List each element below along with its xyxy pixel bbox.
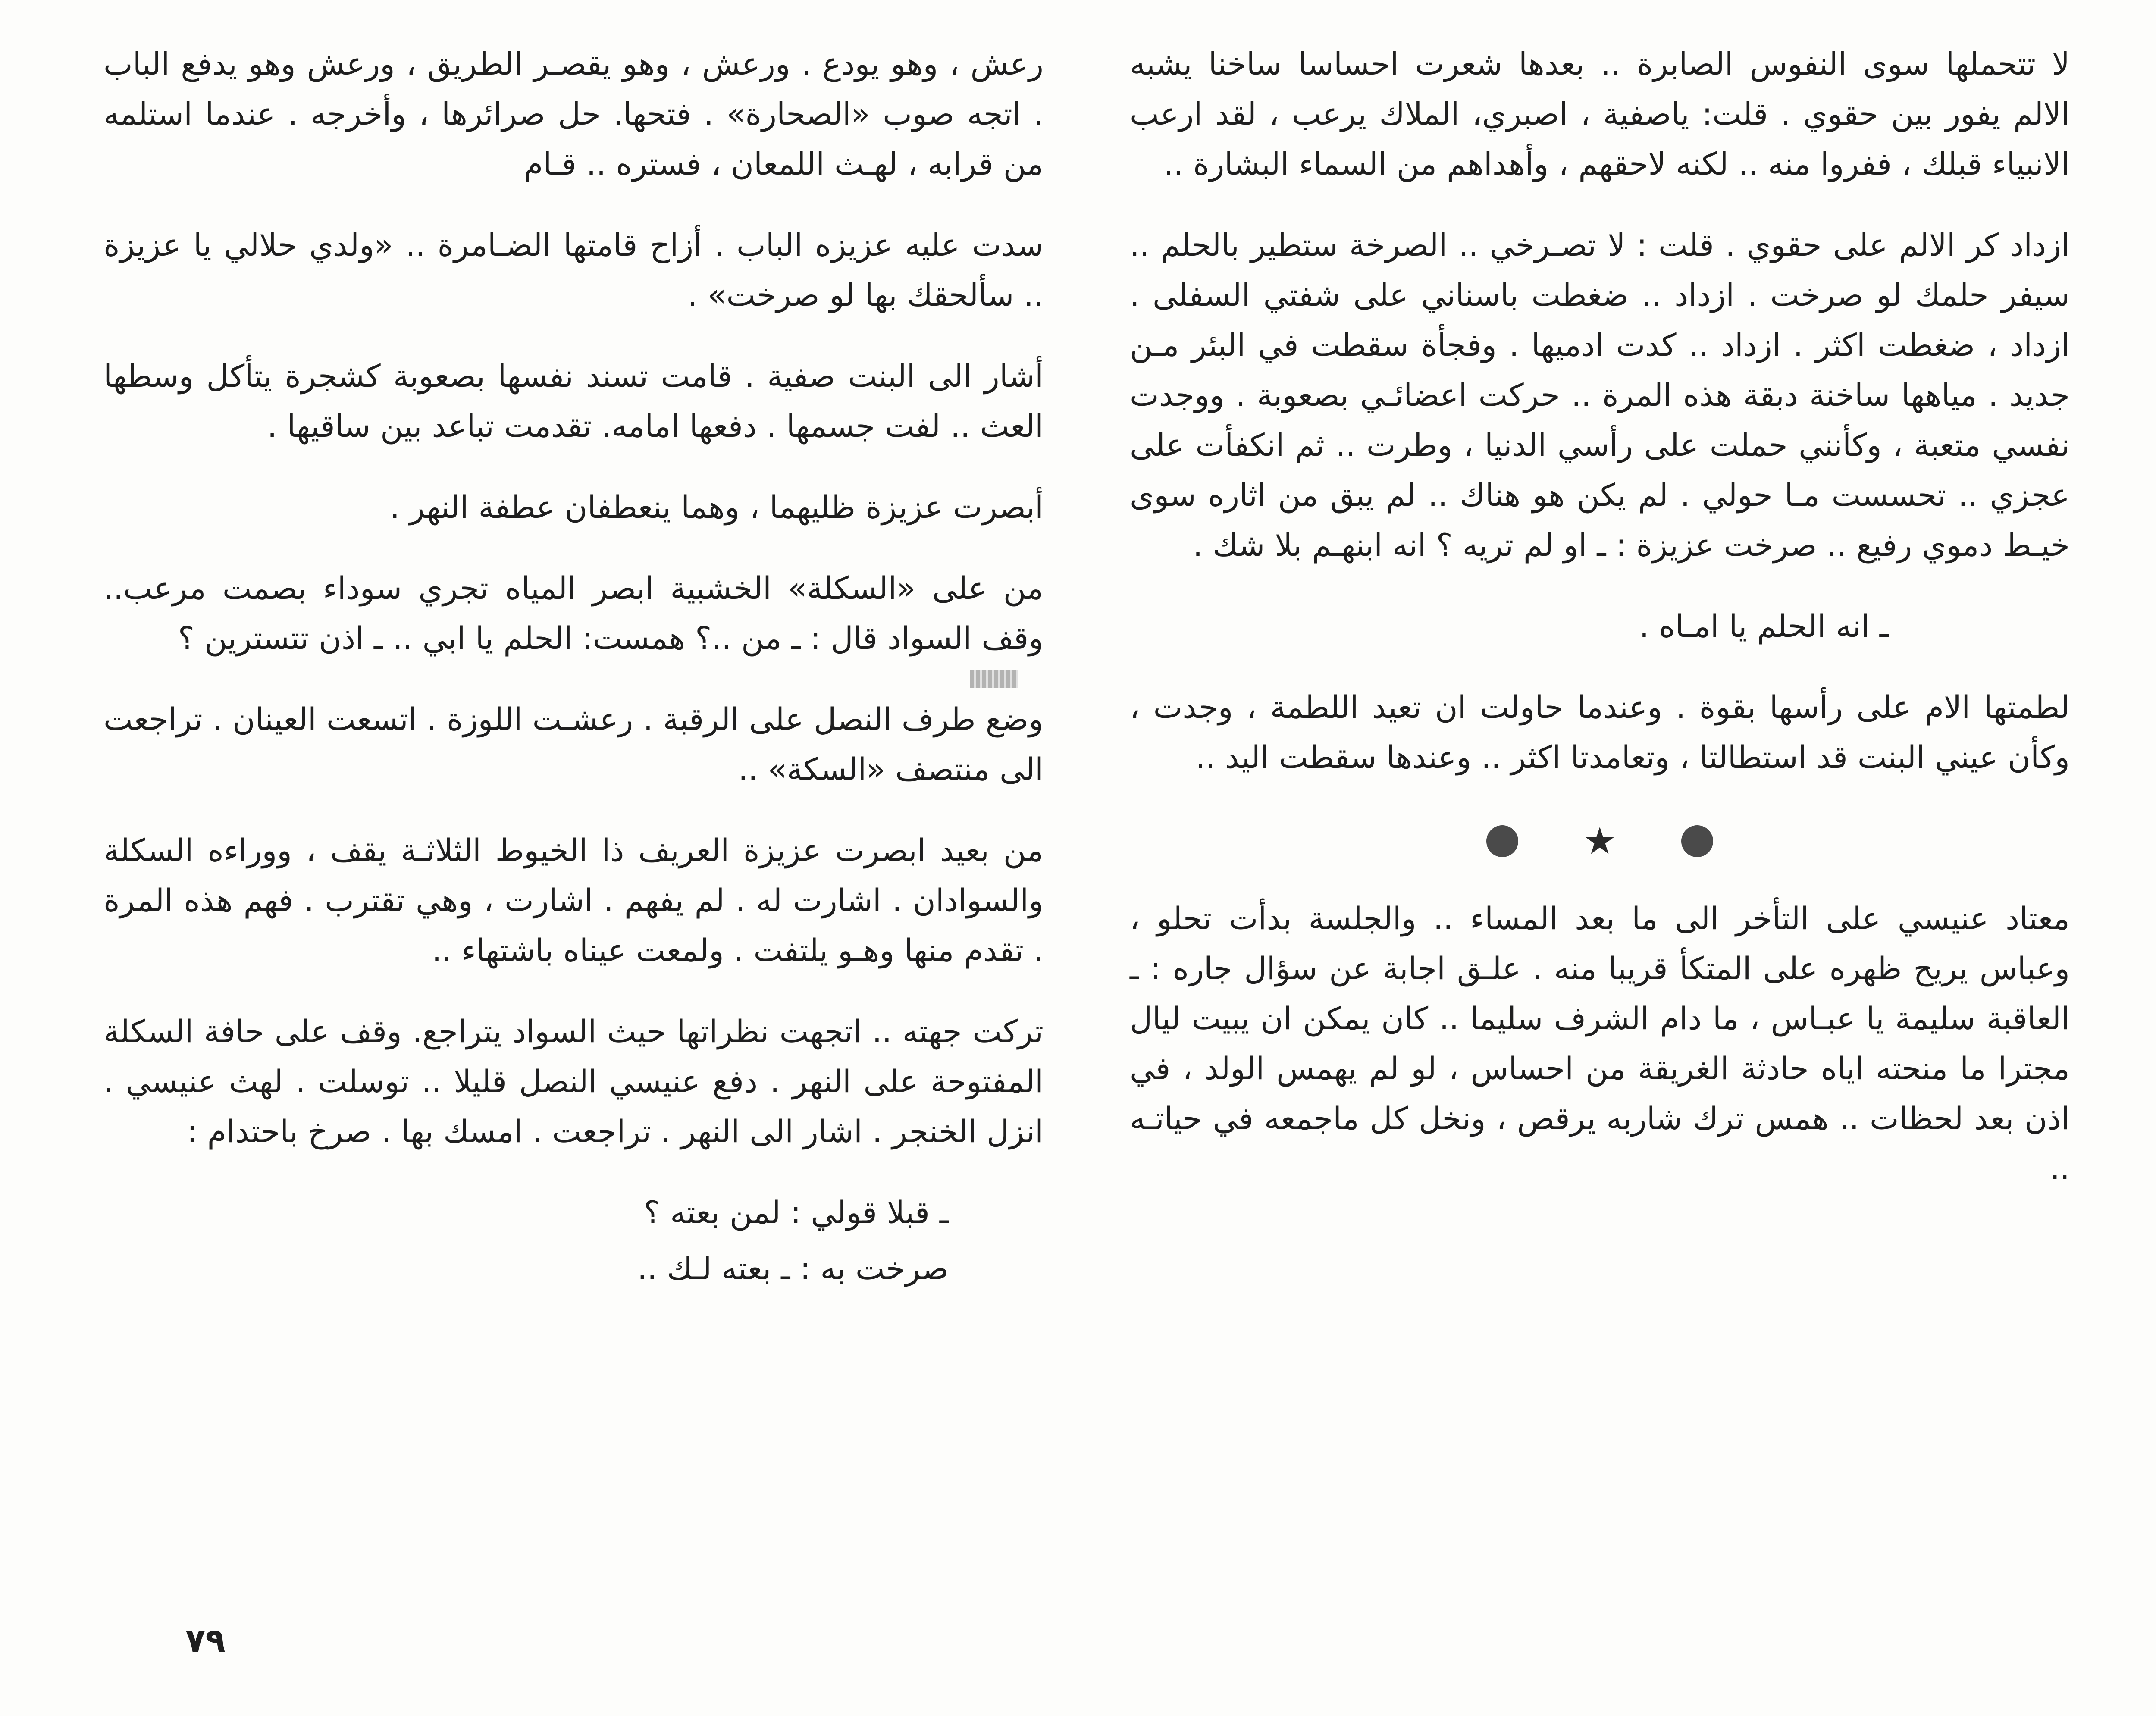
left-paragraph-3: أشار الى البنت صفية . قامت تسند نفسها بصعوبة كشجرة يتأكل وسطها العث .. لفت جسمها . دفعها امامه. تقدمت تباعد بين ساقيها . [103,358,1044,444]
left-paragraph-6: وضع طرف النصل على الرقبة . رعشـت اللوزة . اتسعت العينان . تراجعت الى منتصف «السكة» .. [103,701,1044,787]
right-paragraph-2: ازداد كر الالم على حقوي . قلت : لا تصـرخي .. الصرخة ستطير بالحلم .. سيفر حلمك لو صرخت . ازداد .. ضغطت باسناني على شفتي السفلى . ازداد ، ضغطت اكثر . ازداد .. كدت ادميها . وفجأة سقطت في البئر مـن جديد . مياهها ساخنة دبقة هذه المرة .. حركت اعضائـي بصعوبة . ووجدت نفسي متعبة ، وكأنني حملت على رأسي الدنيا ، وطرت .. ثم انكفأت على عجزي .. تحسست مـا حولي . لم يكن هو هناك .. لم يبق من اثاره سوى خيـط دموي رفيع .. صرخت عزيزة : ـ او لم تريه ؟ انه ابنهـم بلا شك . [1130,227,2070,563]
separator-dot-right [1681,825,1713,857]
separator-dot-left [1486,825,1518,857]
left-paragraph-1: رعش ، وهو يودع . ورعش ، وهو يقصـر الطريق ، ورعش وهو يدفع الباب . اتجه صوب «الصحارة» . فتحها. حل صرائرها ، وأخرجه . عندما استلمه من قرابه ، لهـث اللمعان ، فستره .. قـام [103,46,1044,182]
left-paragraph-8: تركت جهته .. اتجهت نظراتها حيث السواد يتراجع. وقف على حافة السكلة المفتوحة على النهر . دفع عنيسي النصل قليلا .. توسلت . لهث عنيسي . انزل الخنجر . اشار الى النهر . تراجعت . امسك بها . صرخ باحتدام : [103,1013,1044,1149]
right-paragraph-4: لطمتها الام على رأسها بقوة . وعندما حاولت ان تعيد اللطمة ، وجدت ، وكأن عيني البنت قد استطالتا ، وتعامدتا اكثر .. وعندها سقطت اليد .. [1130,689,2070,775]
right-paragraph-5: معتاد عنيسي على التأخر الى ما بعد المساء .. والجلسة بدأت تحلو ، وعباس يريح ظهره على المتكأ قريبا منه . علـق اجابة عن سؤال جاره : ـ العاقبة سليمة يا عبـاس ، ما دام الشرف سليما .. كان يمكن ان يبيت ليال مجترا ما منحته اياه حادثة الغريقة من احساس ، لو لم يهمس الولد ، في اذن بعد لحظات .. همس ترك شاربه يرقص ، ونخل كل ماجمعه في حياتـه .. [1130,900,2070,1187]
left-paragraph-10: صرخت به : ـ بعته لـك .. [637,1250,949,1287]
left-column [103,39,1044,1325]
left-paragraph-4: أبصرت عزيزة ظليهما ، وهما ينعطفان عطفة النهر . [390,489,1044,525]
section-separator [1130,813,2070,869]
print-smudge [970,670,1018,688]
left-paragraph-7: من بعيد ابصرت عزيزة العريف ذا الخيوط الثلاثـة يقف ، ووراءه السكلة والسوادان . اشارت له . لم يفهم . اشارت ، وهي تقترب . فهم هذه المرة . تقدم منها وهـو يلتفت . ولمعت عيناه باشتهاء .. [103,832,1044,968]
left-paragraph-9: ـ قبلا قولي : لمن بعته ؟ [643,1194,949,1231]
right-paragraph-3: ـ انه الحلم يا امـاه . [1639,608,1889,644]
left-paragraph-2: سدت عليه عزيزه الباب . أزاح قامتها الضـامرة .. «ولدي حلالي يا عزيزة .. سألحقك بها لو صرخت» . [103,227,1044,313]
page-number: ٧٩ [185,1621,226,1660]
right-paragraph-1: لا تتحملها سوى النفوس الصابرة .. بعدها شعرت احساسا ساخنا يشبه الالم يفور بين حقوي . قلت: ياصفية ، اصبري، الملاك يرعب ، لقد ارعب الانبياء قبلك ، ففروا منه .. لكنه لاحقهم ، وأهداهم من السماء البشارة .. [1130,46,2070,182]
left-paragraph-5: من على «السكلة» الخشبية ابصر المياه تجري سوداء بصمت مرعب.. وقف السواد قال : ـ من ..؟ همست: الحلم يا ابي .. ـ اذن تتسترين ؟ [103,570,1044,656]
separator-star-icon: ★ [1583,820,1617,863]
right-column [1130,39,2070,1224]
